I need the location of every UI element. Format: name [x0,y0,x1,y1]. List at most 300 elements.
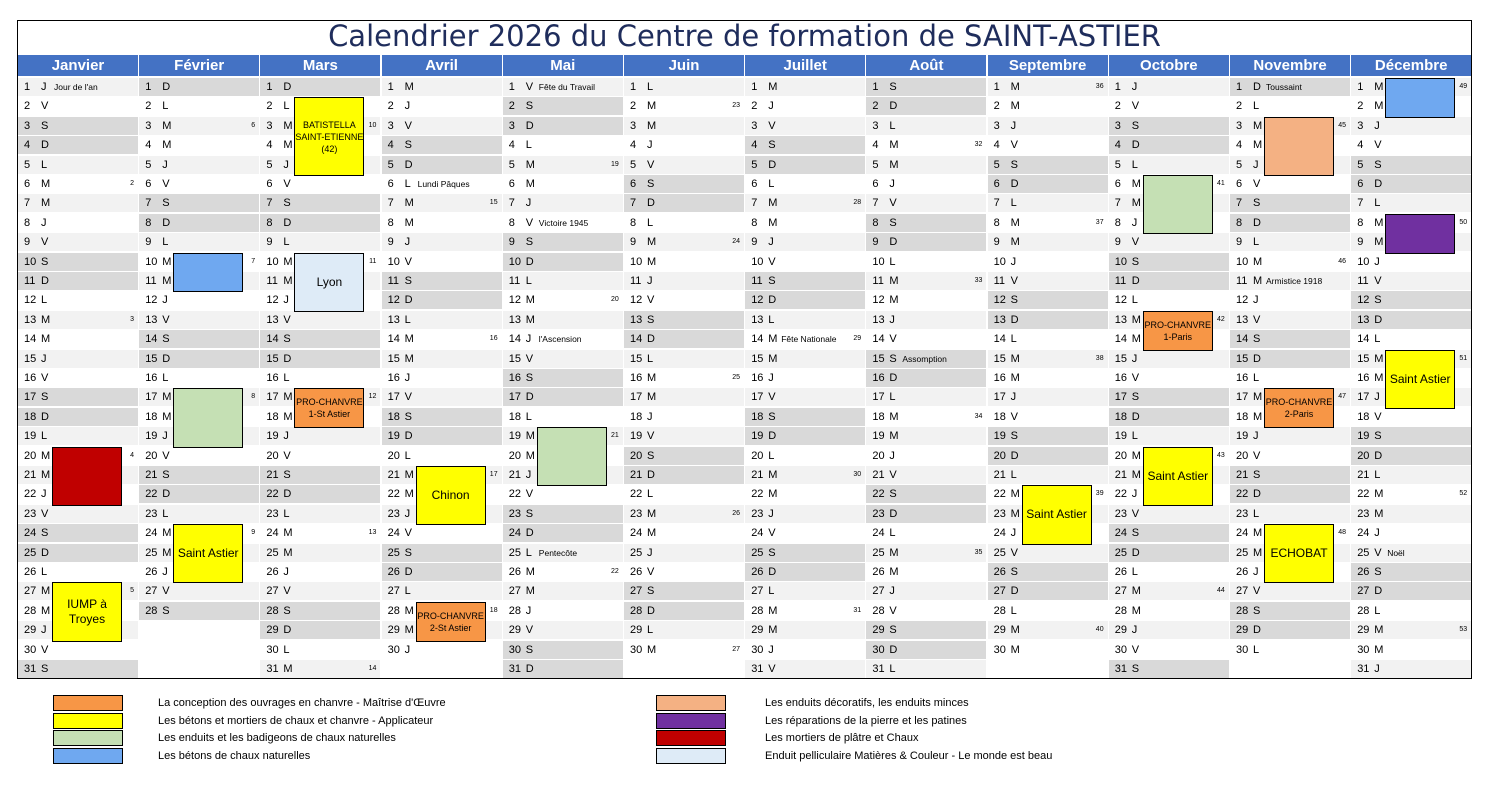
day-number: 27 [145,585,158,598]
weekday-letter: M [525,178,535,190]
day-number: 18 [751,410,764,423]
weekday-letter: M [525,585,535,598]
day-cell [1351,330,1471,348]
day-number: 19 [387,430,400,443]
weekday-letter: D [1131,546,1140,559]
day-cell [1109,427,1229,445]
day-number: 20 [1236,449,1249,462]
weekday-letter: V [41,100,49,113]
week-number: 30 [853,471,862,478]
day-number: 20 [1114,449,1128,462]
day-cell [988,136,1108,154]
day-number: 14 [1357,333,1370,346]
day-number: 10 [266,255,279,268]
event-label: PRO-CHANVRE 1-St Astier [296,397,363,420]
day-number: 16 [266,372,279,384]
day-cell [1351,621,1471,639]
training-event[interactable] [1264,388,1334,428]
day-cell [745,350,865,368]
day-number: 25 [630,546,643,559]
weekday-letter: J [1010,119,1017,132]
month-header: Juillet [745,55,865,76]
training-event[interactable] [537,427,607,486]
training-event[interactable] [173,253,243,293]
training-event[interactable] [173,388,243,447]
month-column [624,55,744,677]
weekday-letter: D [162,216,171,229]
day-number: 10 [145,255,158,268]
weekday-letter: J [283,158,289,171]
weekday-letter: D [1010,313,1019,326]
day-cell [988,369,1108,387]
weekday-letter: J [525,333,532,346]
legend-label: Les bétons de chaux naturelles [158,749,311,762]
day-number: 2 [751,100,758,113]
day-number: 28 [266,604,279,617]
day-cell [503,233,623,251]
weekday-letter: S [1131,527,1140,540]
day-cell [988,447,1108,465]
day-number: 8 [387,216,394,229]
day-cell [139,602,259,620]
weekday-letter: S [1010,566,1018,578]
weekday-letter: M [525,430,535,443]
day-number: 28 [1114,604,1128,617]
day-cell [139,350,259,368]
weekday-letter: V [889,604,897,617]
day-cell [1109,524,1229,542]
day-cell [866,641,986,659]
day-cell [503,156,623,174]
day-number: 4 [508,139,515,152]
day-number: 25 [1114,546,1128,559]
training-event[interactable] [416,466,486,525]
weekday-letter: S [889,624,897,637]
month-header: Août [866,55,986,76]
day-cell [18,291,138,309]
weekday-letter: S [768,275,776,287]
day-number: 21 [145,469,158,481]
day-number: 28 [1357,604,1370,617]
weekday-letter: V [404,527,412,540]
day-number: 30 [993,643,1006,656]
day-cell [1351,175,1471,193]
weekday-letter: S [283,333,291,346]
weekday-letter: S [525,372,534,384]
weekday-letter: L [404,313,411,326]
weekday-letter: V [1253,313,1261,326]
weekday-letter: D [162,81,171,93]
day-number: 26 [145,566,158,578]
day-number: 25 [24,546,37,559]
day-cell [503,505,623,523]
training-event[interactable] [416,602,486,642]
weekday-letter: J [41,81,47,93]
holiday-label: Noël [1387,547,1405,558]
day-number: 26 [24,566,37,578]
day-number: 29 [508,624,522,637]
training-event[interactable] [1264,117,1334,176]
day-number: 3 [145,119,152,132]
day-cell [624,505,744,523]
day-number: 18 [508,410,522,423]
weekday-letter: V [41,507,49,520]
weekday-letter: J [525,604,532,617]
day-number: 4 [1236,139,1243,152]
week-number: 22 [611,568,619,575]
week-number: 44 [1217,587,1225,595]
week-number: 17 [489,471,498,478]
weekday-letter: J [889,449,895,462]
day-number: 23 [145,507,158,520]
day-number: 16 [1236,372,1249,384]
weekday-letter: V [647,430,655,443]
day-number: 8 [145,216,152,229]
day-number: 2 [145,100,152,113]
day-number: 8 [1236,216,1243,229]
day-number: 23 [1114,507,1128,520]
day-number: 5 [508,158,515,171]
day-number: 12 [1236,294,1249,307]
day-cell [382,641,502,659]
day-cell [866,214,986,232]
weekday-letter: J [1131,624,1138,637]
day-cell [1230,233,1350,251]
day-number: 3 [751,119,758,132]
weekday-letter: D [41,546,49,559]
day-cell [624,330,744,348]
day-number: 7 [1357,197,1364,210]
weekday-letter: D [41,410,49,423]
weekday-letter: M [1131,197,1141,210]
weekday-letter: M [889,410,899,423]
day-number: 16 [508,372,522,384]
day-cell [745,447,865,465]
weekday-letter: S [41,255,49,268]
day-cell [1351,291,1471,309]
day-cell [18,253,138,271]
training-event[interactable] [52,582,122,641]
month-header: Mai [503,55,623,76]
weekday-letter: L [525,139,532,152]
day-number: 13 [387,313,400,326]
weekday-letter: S [525,236,534,249]
weekday-letter: D [162,352,171,365]
day-cell [745,388,865,406]
weekday-letter: V [768,663,776,675]
legend-label: Les réparations de la pierre et les patines [765,714,967,727]
day-number: 8 [1357,216,1364,229]
day-cell [745,311,865,329]
day-number: 13 [266,313,279,326]
weekday-letter: J [283,566,289,578]
day-cell [988,563,1108,581]
day-number: 18 [387,410,400,423]
day-cell [988,427,1108,445]
weekday-letter: L [1253,507,1260,520]
weekday-letter: D [1131,410,1140,423]
training-event[interactable] [1385,350,1455,409]
day-number: 27 [872,585,885,598]
day-cell [988,544,1108,562]
weekday-letter: J [1253,430,1259,443]
day-cell [624,253,744,271]
legend-label: La conception des ouvrages en chanvre - Maîtrise d'Œuvre [158,697,446,709]
weekday-letter: L [41,158,48,171]
day-number: 7 [993,197,1000,210]
day-number: 31 [266,663,279,675]
day-number: 27 [630,585,643,598]
day-number: 22 [1236,488,1249,501]
day-number: 3 [24,119,31,132]
day-cell [18,563,138,581]
day-cell [503,136,623,154]
training-event[interactable] [173,524,243,583]
day-cell [745,427,865,445]
day-cell [988,214,1108,232]
training-event[interactable] [1143,447,1213,506]
day-number: 19 [1114,430,1128,443]
day-cell [18,97,138,115]
day-number: 1 [387,81,394,93]
day-cell [866,117,986,135]
training-event[interactable] [1264,524,1334,583]
day-number: 27 [1357,585,1370,598]
day-cell [18,505,138,523]
day-number: 4 [24,139,31,152]
weekday-letter: M [647,527,657,540]
weekday-letter: V [1010,546,1018,559]
day-cell [745,136,865,154]
weekday-letter: J [647,139,653,152]
day-number: 20 [630,449,643,462]
weekday-letter: J [768,100,774,113]
day-number: 30 [387,643,400,656]
day-number: 8 [266,216,273,229]
training-event[interactable] [1022,485,1092,544]
day-cell [1351,466,1471,484]
day-cell [624,466,744,484]
day-cell [1230,214,1350,232]
weekday-letter: M [404,81,414,93]
day-cell [624,563,744,581]
day-number: 10 [630,255,643,268]
day-cell [260,563,380,581]
weekday-letter: J [404,643,411,656]
training-event[interactable] [294,253,364,312]
weekday-letter: D [1253,488,1261,501]
day-cell [745,291,865,309]
day-cell [260,582,380,600]
day-cell [139,136,259,154]
day-cell [745,621,865,639]
weekday-letter: M [1010,100,1020,113]
weekday-letter: S [162,469,170,481]
day-cell [1351,602,1471,620]
weekday-letter: M [889,546,899,559]
day-cell [1230,369,1350,387]
month-header: Janvier [18,55,138,76]
day-number: 5 [145,158,152,171]
weekday-letter: L [889,391,896,404]
legend-label: Les enduits décoratifs, les enduits minces [765,697,969,709]
day-number: 22 [872,488,885,501]
day-number: 16 [387,372,400,384]
weekday-letter: L [1253,236,1260,249]
weekday-letter: M [525,158,535,171]
day-number: 30 [266,643,279,656]
training-event[interactable] [1143,175,1213,234]
weekday-letter: S [404,275,412,287]
week-number: 47 [1338,393,1346,401]
day-number: 13 [993,313,1006,326]
day-cell [745,156,865,174]
weekday-letter: V [647,294,655,307]
day-cell [1109,563,1229,581]
day-cell [745,641,865,659]
weekday-letter: J [525,469,532,481]
day-number: 18 [1357,410,1370,423]
training-event[interactable] [1385,214,1455,254]
day-number: 1 [993,81,1000,93]
day-number: 15 [751,352,764,365]
day-number: 29 [630,624,643,637]
weekday-letter: M [1253,391,1263,404]
week-number: 53 [1459,626,1468,634]
day-cell [382,563,502,581]
day-cell [866,563,986,581]
day-number: 9 [993,236,1000,249]
day-cell [503,524,623,542]
event-label: PRO-CHANVRE 1-Paris [1144,319,1212,342]
day-cell [745,582,865,600]
training-event[interactable] [1385,78,1455,118]
day-number: 31 [508,663,522,675]
day-cell [745,485,865,503]
day-number: 20 [993,449,1006,462]
day-number: 5 [751,158,758,171]
day-cell [18,117,138,135]
day-cell [988,78,1108,96]
legend-swatch [656,713,726,729]
day-cell [382,524,502,542]
day-cell [382,117,502,135]
day-number: 14 [387,333,400,346]
legend-swatch [53,713,123,729]
day-cell [624,447,744,465]
day-number: 22 [751,488,764,501]
day-number: 13 [145,313,158,326]
weekday-letter: M [1253,255,1263,268]
day-cell [624,291,744,309]
weekday-letter: J [1374,391,1380,404]
weekday-letter: V [647,566,655,578]
day-cell [503,408,623,426]
weekday-letter: D [768,566,777,578]
day-cell [866,621,986,639]
day-number: 17 [387,391,400,404]
weekday-letter: M [283,391,293,404]
weekday-letter: L [162,507,169,520]
day-number: 12 [872,294,885,307]
weekday-letter: M [768,604,778,617]
day-cell [745,524,865,542]
day-cell [1109,505,1229,523]
weekday-letter: J [162,294,168,307]
day-cell [1351,524,1471,542]
day-cell [260,233,380,251]
week-number: 11 [369,257,377,265]
weekday-letter: S [41,663,49,675]
day-number: 14 [993,333,1006,346]
day-number: 25 [872,546,885,559]
day-number: 6 [145,178,152,190]
day-number: 28 [24,604,37,617]
weekday-letter: V [525,488,534,501]
day-cell [18,233,138,251]
training-event[interactable] [294,388,364,428]
day-number: 22 [266,488,279,501]
day-number: 15 [24,352,37,365]
day-cell [382,156,502,174]
weekday-letter: J [1131,488,1138,501]
weekday-letter: S [404,139,412,152]
training-event[interactable] [52,447,122,506]
weekday-letter: D [647,197,655,210]
weekday-letter: M [162,255,172,268]
day-cell [745,330,865,348]
day-cell [503,272,623,290]
weekday-letter: J [1131,352,1138,365]
day-number: 28 [387,604,400,617]
training-event[interactable] [1143,311,1213,351]
weekday-letter: L [283,372,290,384]
weekday-letter: M [41,604,51,617]
day-cell [866,505,986,523]
day-number: 15 [1236,352,1249,365]
day-cell [1109,136,1229,154]
weekday-letter: S [1010,294,1018,307]
day-number: 27 [508,585,522,598]
day-cell [260,369,380,387]
day-number: 17 [24,391,37,404]
day-cell [503,175,623,193]
month-header: Avril [382,55,502,76]
day-number: 1 [1236,81,1243,93]
day-cell [139,194,259,212]
weekday-letter: M [889,158,899,171]
day-cell [18,156,138,174]
day-cell [139,233,259,251]
day-number: 20 [1357,449,1370,462]
day-cell [1109,117,1229,135]
weekday-letter: M [1374,624,1384,637]
weekday-letter: M [1374,488,1384,501]
day-cell [866,447,986,465]
weekday-letter: D [889,643,898,656]
weekday-letter: D [283,488,292,501]
event-label: BATISTELLA SAINT-ETIENNE (42) [295,119,364,154]
day-number: 18 [872,410,885,423]
holiday-label: Fête du Travail [538,82,596,92]
day-cell [18,78,138,96]
training-event[interactable] [294,97,364,176]
weekday-letter: V [41,236,49,249]
day-number: 13 [630,313,643,326]
day-cell [382,272,502,290]
day-cell [866,388,986,406]
weekday-letter: V [162,585,170,598]
